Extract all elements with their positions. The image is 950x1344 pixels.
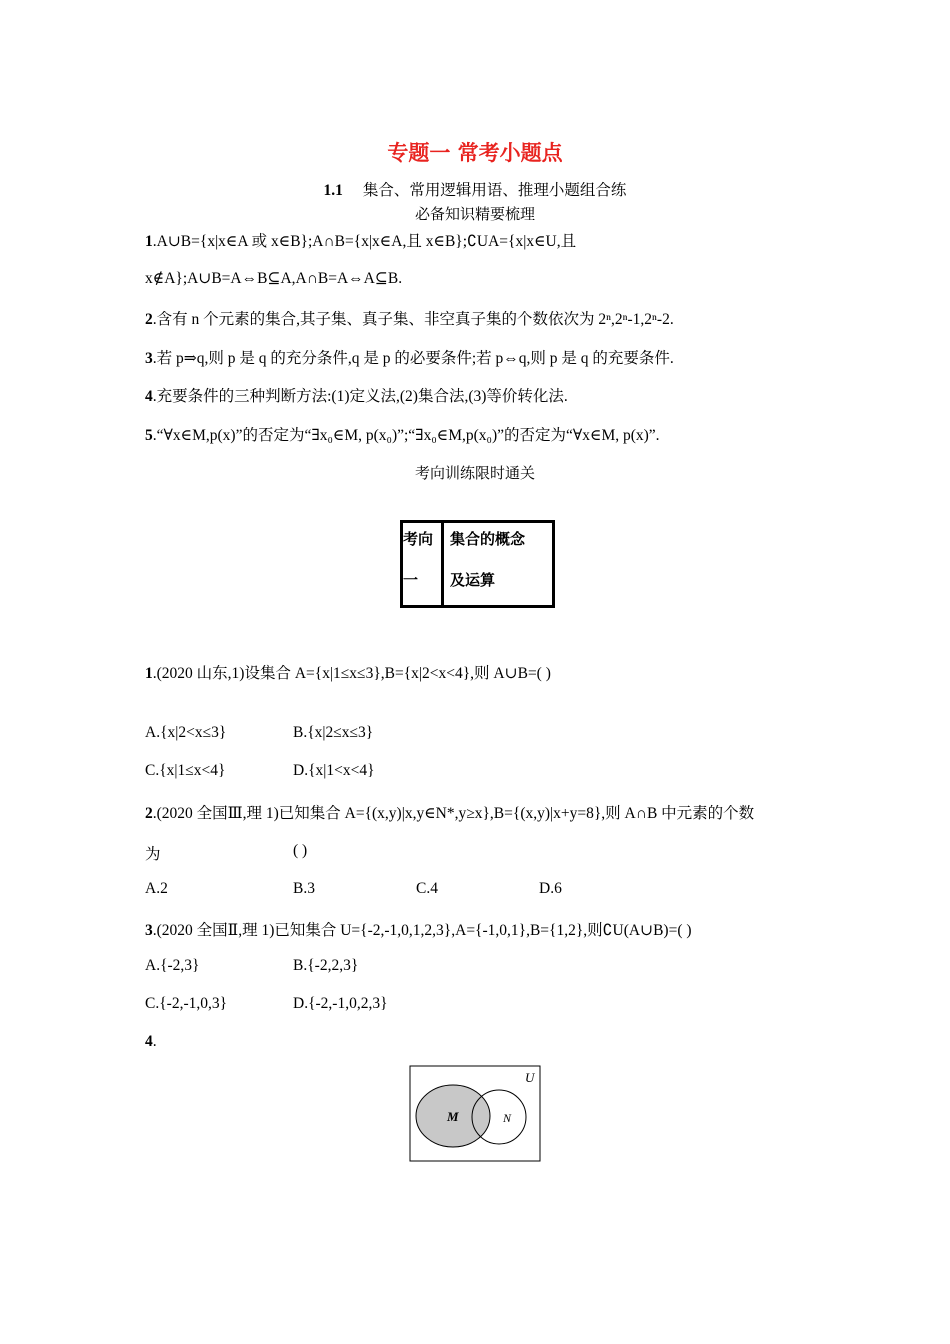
question-number: 4: [145, 1033, 153, 1050]
label-u: U: [525, 1070, 535, 1085]
q1-option-b: B.{x|2≤x≤3}: [293, 724, 374, 741]
q1-option-d: D.{x|1<x<4}: [293, 762, 375, 779]
question-stem: .: [152, 1033, 157, 1050]
knowledge-item-4: [145, 384, 568, 406]
topic-label-cell: [402, 522, 443, 607]
question-1: [145, 661, 551, 683]
knowledge-text: .A∪B={x|x∈A 或 x∈B};A∩B={x|x∈A,且 x∈B};∁UA={x|x∈U,且: [152, 233, 577, 250]
subtitle-text: 集合、常用逻辑用语、推理小题组合练: [362, 181, 627, 199]
question-number: 2: [145, 805, 153, 822]
subtitle-number: 1.1: [323, 182, 343, 199]
question-2: [145, 801, 754, 823]
q3-option-b: B.{-2,2,3}: [293, 957, 359, 974]
topic-box: [400, 520, 555, 608]
knowledge-heading: 必备知识精要梳理: [414, 205, 535, 223]
knowledge-item-3: [145, 346, 674, 368]
q3-option-c: C.{-2,-1,0,3}: [145, 995, 228, 1012]
question-3: [145, 918, 692, 940]
question-number: 3: [145, 922, 153, 939]
q1-option-c: C.{x|1≤x<4}: [145, 762, 226, 779]
label-n: N: [503, 1111, 512, 1125]
q2-option-a: A.2: [145, 880, 168, 897]
knowledge-item-1-cont: x∉A};A∪B=A⇔B⊆A,A∩B=A⇔A⊆B.: [145, 270, 403, 287]
topic-title-line2: 及运算: [450, 571, 496, 589]
knowledge-item-2: [145, 307, 674, 329]
question-4: [145, 1033, 157, 1051]
q2-option-b: B.3: [293, 880, 315, 897]
question-stem: .(2020 山东,1)设集合 A={x|1≤x≤3},B={x|2<x<4},则 A∪B=( ): [152, 665, 551, 682]
page-title: 专题一 常考小题点: [387, 141, 563, 165]
venn-diagram: [409, 1065, 542, 1163]
knowledge-text: .含有 n 个元素的集合,其子集、真子集、非空真子集的个数依次为 2ⁿ,2ⁿ-1,2ⁿ-2.: [152, 311, 674, 328]
section-subtitle: [0, 178, 950, 200]
item-number: 3: [145, 350, 153, 367]
knowledge-item-1: [145, 229, 576, 251]
question-number: 1: [145, 665, 153, 682]
q2-option-d: D.6: [539, 880, 562, 897]
question-stem: .(2020 全国Ⅲ,理 1)已知集合 A={(x,y)|x,y∈N*,y≥x},B={(x,y)|x+y=8},则 A∩B 中元素的个数: [152, 805, 755, 822]
q1-option-a: A.{x|2<x≤3}: [145, 724, 227, 741]
topic-label-line2: 一: [403, 571, 419, 589]
q2-option-c: C.4: [416, 880, 438, 897]
q3-option-a: A.{-2,3}: [145, 957, 200, 974]
topic-title-line1: 集合的概念: [450, 530, 526, 548]
label-m: M: [447, 1109, 459, 1124]
question-2-cont: 为: [145, 846, 161, 863]
question-stem: .(2020 全国Ⅱ,理 1)已知集合 U={-2,-1,0,1,2,3},A={-1,0,1},B={1,2},则∁U(A∪B)=( ): [152, 922, 692, 939]
q3-option-d: D.{-2,-1,0,2,3}: [293, 995, 388, 1012]
item-number: 5: [145, 427, 153, 444]
knowledge-text: .“∀x∈M,p(x)”的否定为“∃x₀∈M, p(x₀)”;“∃x₀∈M,p(x₀)”的否定为“∀x∈M, p(x)”.: [152, 427, 660, 444]
q2-answer-paren: ( ): [293, 842, 308, 859]
item-number: 4: [145, 388, 153, 405]
item-number: 1: [145, 233, 153, 250]
knowledge-text: .充要条件的三种判断方法:(1)定义法,(2)集合法,(3)等价转化法.: [152, 388, 568, 405]
training-heading: 考向训练限时通关: [414, 464, 535, 482]
item-number: 2: [145, 311, 153, 328]
topic-label-line1: 考向: [403, 530, 434, 548]
knowledge-text: .若 p⇒q,则 p 是 q 的充分条件,q 是 p 的必要条件;若 p⇔q,则 p 是 q 的充要条件.: [152, 350, 674, 367]
knowledge-item-5: [145, 423, 660, 445]
topic-title-cell: [443, 522, 554, 607]
